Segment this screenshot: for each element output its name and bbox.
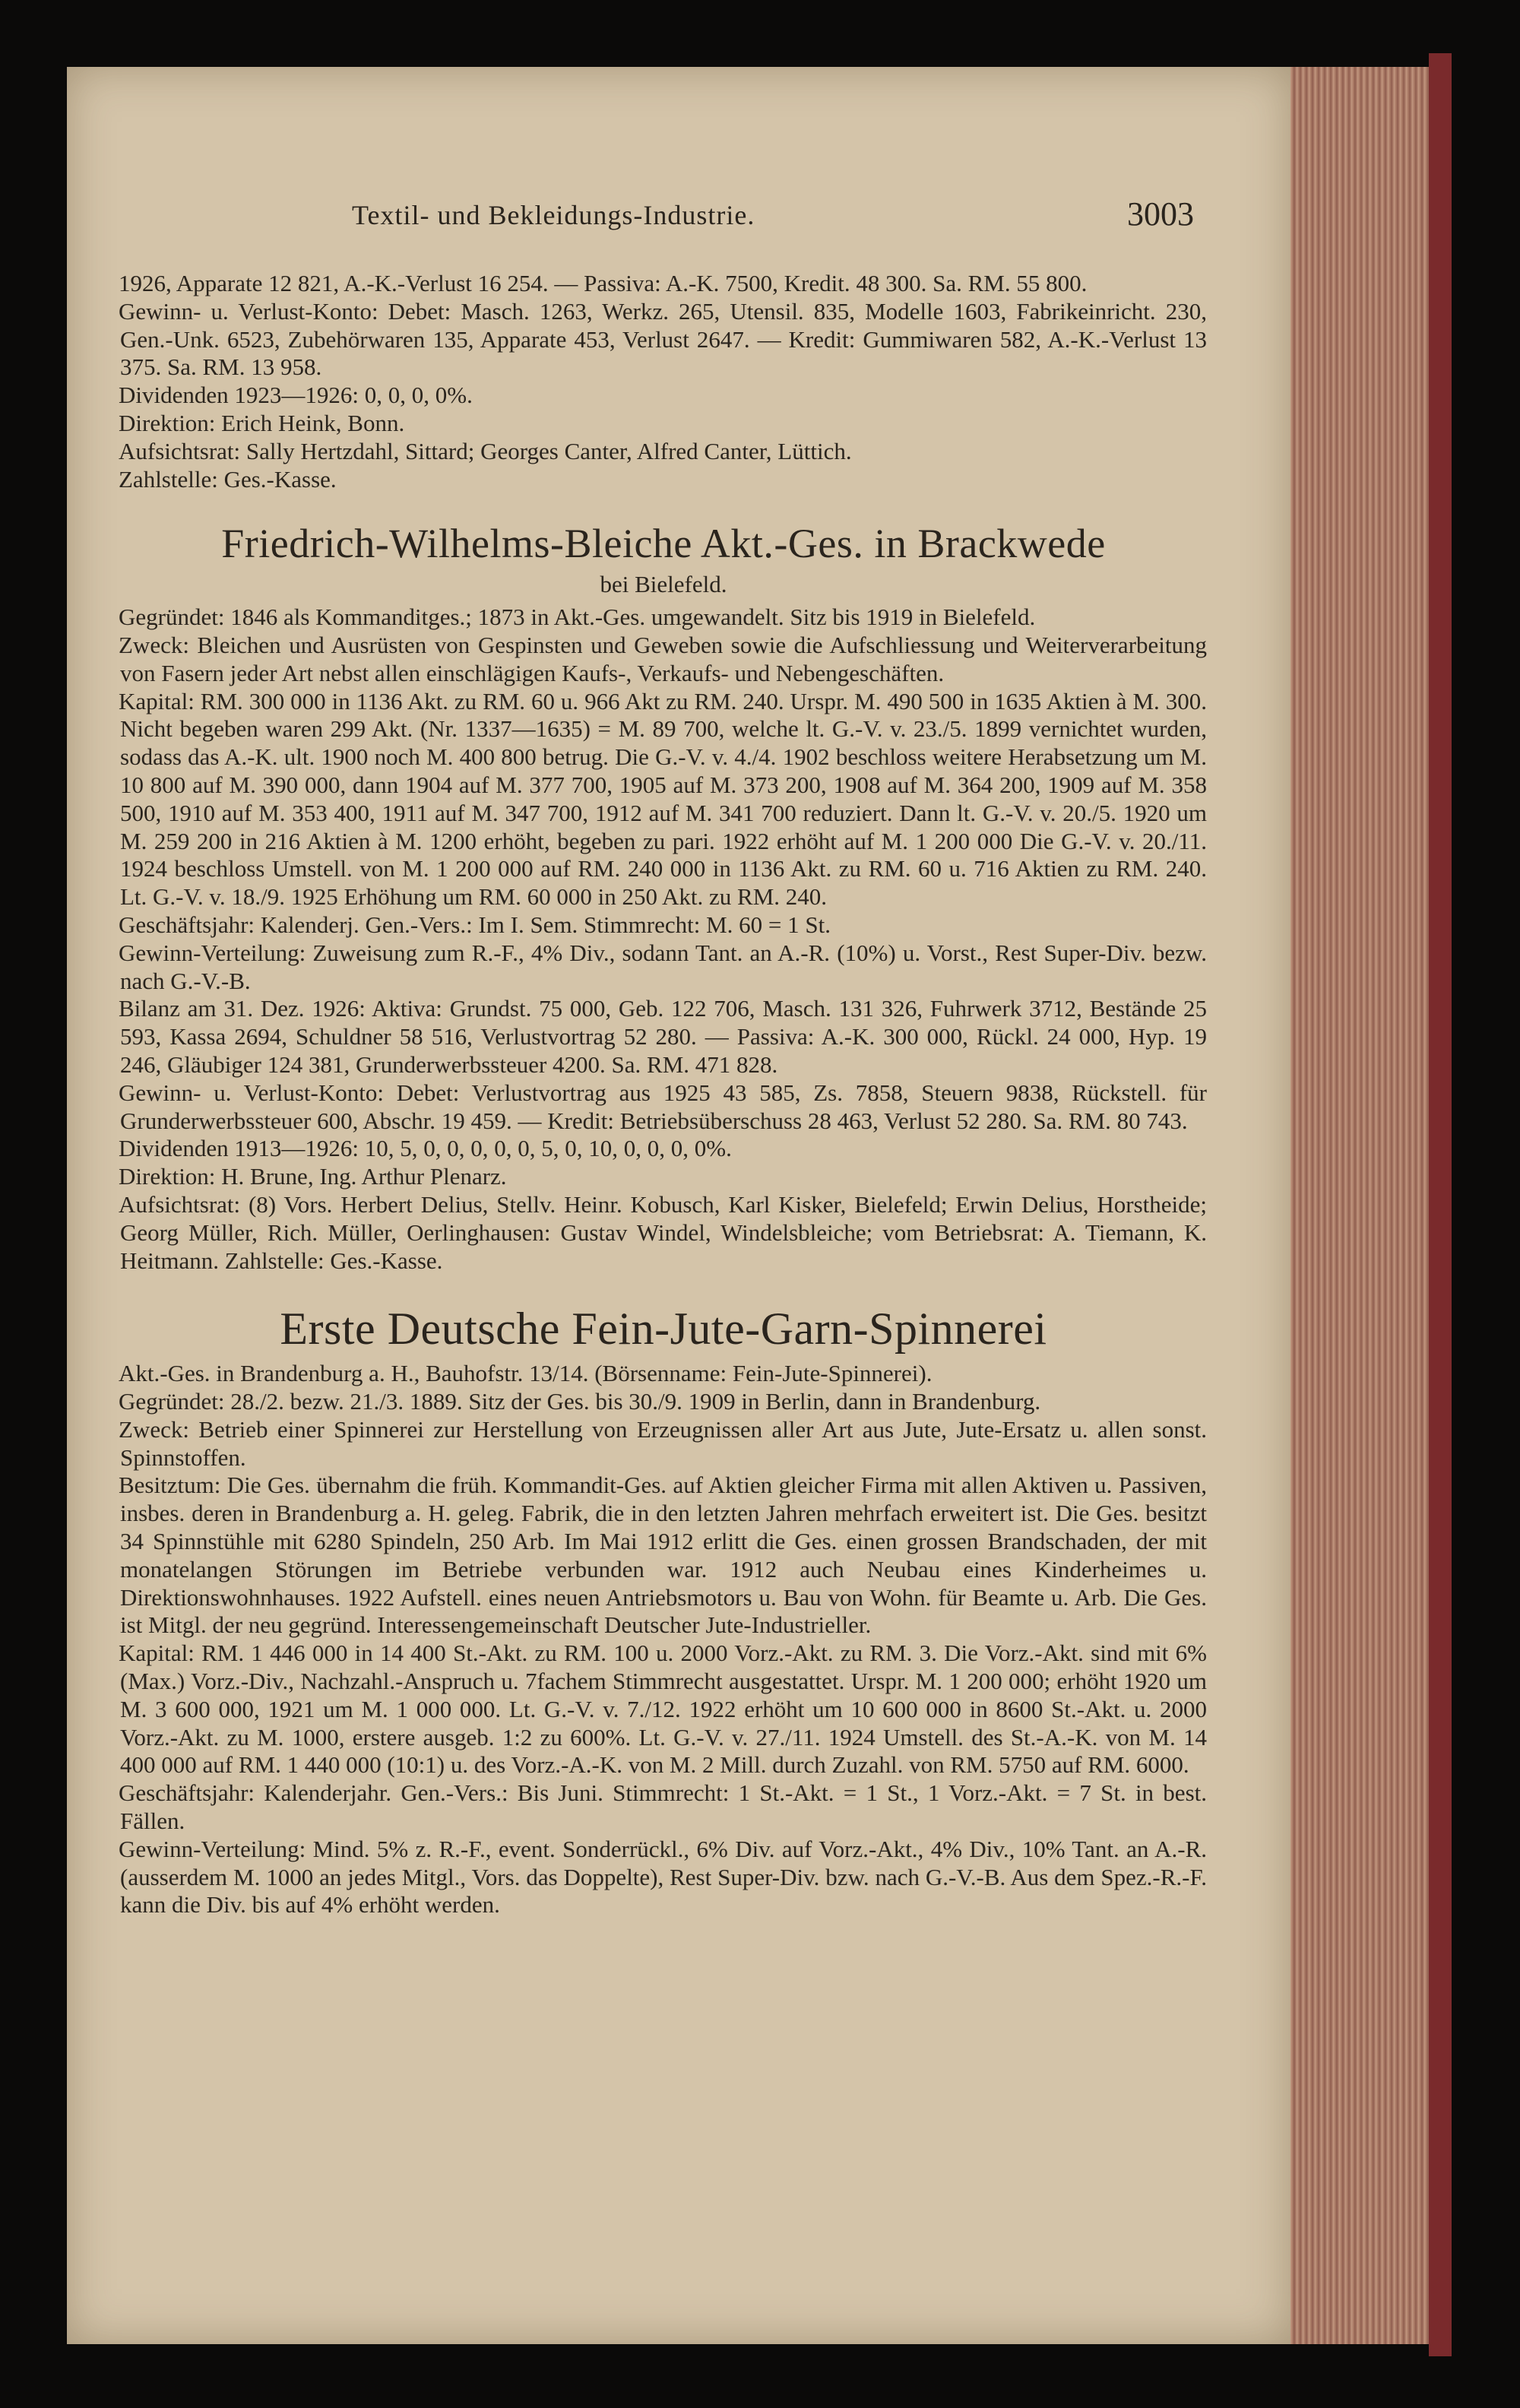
paragraph: Gewinn-Verteilung: Mind. 5% z. R.-F., event. Sonderrückl., 6% Div. auf Vorz.-Akt., 4% Div., 10% Tant. an A.-R. (ausserdem M. 1000 an jedes Mitgl., Vors. das Doppelte), Rest Super-Div. bzw. nach G.-V.-B. Aus dem Spez.-R.-F. kann die Div. bis auf 4% erhöht werden. bbox=[119, 1835, 1207, 1918]
paragraph: Gegründet: 28./2. bezw. 21./3. 1889. Sitz der Ges. bis 30./9. 1909 in Berlin, dann in Brandenburg. bbox=[119, 1388, 1041, 1415]
paragraph: Gewinn- u. Verlust-Konto: Debet: Masch. 1263, Werkz. 265, Utensil. 835, Modelle 1603, Fabrikeinricht. 230, Gen.-Unk. 6523, Zubehörwaren 135, Apparate 453, Verlust 2647. — Kredit: Gummiwaren 582, A.-K.-Verlust 13 375. Sa. RM. 13 958. bbox=[119, 297, 1207, 381]
section-previous-company bbox=[120, 270, 1207, 493]
section-company-jute bbox=[120, 1302, 1207, 1919]
paragraph: Akt.-Ges. in Brandenburg a. H., Bauhofstr. 13/14. (Börsenname: Fein-Jute-Spinnerei). bbox=[119, 1360, 933, 1387]
paragraph: Dividenden 1923—1926: 0, 0, 0, 0%. bbox=[119, 382, 473, 409]
paragraph: Aufsichtsrat: (8) Vors. Herbert Delius, Stellv. Heinr. Kobusch, Karl Kisker, Bielefeld; Erwin Delius, Horstheide; Georg Müller, Rich. Müller, Oerlinghausen: Gustav Windel, Windelsbleiche; vom Betriebsrat: A. Tiemann, K. Heitmann. Zahlstelle: Ges.-Kasse. bbox=[119, 1190, 1207, 1274]
paragraph: Geschäftsjahr: Kalenderjahr. Gen.-Vers.: Bis Juni. Stimmrecht: 1 St.-Akt. = 1 St., 1 Vorz.-Akt. = 7 St. in best. Fällen. bbox=[119, 1779, 1207, 1835]
paragraph: 1926, Apparate 12 821, A.-K.-Verlust 16 254. — Passiva: A.-K. 7500, Kredit. 48 300. Sa. RM. 55 800. bbox=[119, 270, 1088, 296]
paragraph: Besitztum: Die Ges. übernahm die früh. Kommandit-Ges. auf Aktien gleicher Firma mit allen Aktiven u. Passiven, insbes. deren in Brandenburg a. H. geleg. Fabrik, die in den letzten Jahren mehrfach erweitert ist. Die Ges. besitzt 34 Spinnstühle mit 6280 Spindeln, 250 Arb. Im Mai 1912 erlitt die Ges. einen grossen Brandschaden, der mit monatelangen Störungen im Betriebe verbunden war. 1912 auch Neubau eines Kinderheimes u. Direktionswohnhauses. 1922 Aufstell. eines neuen Antriebsmotors u. Bau von Wohn. für Beamte u. Arb. Die Ges. ist Mitgl. der neu gegründ. Interessengemeinschaft Deutscher Jute-Industrieller. bbox=[119, 1472, 1207, 1639]
paragraph: Direktion: Erich Heink, Bonn. bbox=[119, 409, 405, 436]
paragraph: Bilanz am 31. Dez. 1926: Aktiva: Grundst. 75 000, Geb. 122 706, Masch. 131 326, Fuhrwerk 3712, Bestände 25 593, Kassa 2694, Schuldner 58 516, Verlustvortrag 52 280. — Passiva: A.-K. 300 000, Rückl. 24 000, Hyp. 19 246, Gläubiger 124 381, Grunderwerbssteuer 4200. Sa. RM. 471 828. bbox=[119, 995, 1207, 1078]
book-cover-edge bbox=[1429, 53, 1452, 2356]
paragraph: Kapital: RM. 300 000 in 1136 Akt. zu RM. 60 u. 966 Akt zu RM. 240. Urspr. M. 490 500 in 1635 Aktien à M. 300. Nicht begeben waren 299 Akt. (Nr. 1337—1635) = M. 89 700, welche lt. G.-V. v. 23./5. 1899 vernichtet wurden, sodass das A.-K. ult. 1900 noch M. 400 800 betrug. Die G.-V. v. 4./4. 1902 beschloss weitere Herabsetzung um M. 10 800 auf M. 390 000, dann 1904 auf M. 377 700, 1905 auf M. 373 200, 1908 auf M. 364 200, 1909 auf M. 358 500, 1910 auf M. 353 400, 1911 auf M. 347 700, 1912 auf M. 341 700 reduziert. Dann lt. G.-V. v. 20./5. 1920 um M. 259 200 in 216 Aktien à M. 1200 erhöht, begeben zu pari. 1922 erhöht auf M. 1 200 000 Die G.-V. v. 20./11. 1924 beschloss Umstell. von M. 1 200 000 auf RM. 240 000 in 1136 Akt. zu RM. 60 u. 716 Aktien zu RM. 240. Lt. G.-V. v. 18./9. 1925 Erhöhung um RM. 60 000 in 250 Akt. zu RM. 240. bbox=[119, 687, 1207, 911]
paragraph: Aufsichtsrat: Sally Hertzdahl, Sittard; Georges Canter, Alfred Canter, Lüttich. bbox=[119, 437, 852, 464]
page-content bbox=[120, 270, 1207, 1919]
paragraph: Dividenden 1913—1926: 10, 5, 0, 0, 0, 0, 0, 5, 0, 10, 0, 0, 0, 0%. bbox=[119, 1135, 732, 1162]
company-location: bei Bielefeld. bbox=[600, 571, 727, 598]
paragraph: Zweck: Bleichen und Ausrüsten von Gespinsten und Geweben sowie die Aufschliessung und Weiterverarbeitung von Fasern jeder Art nebst allen einschlägigen Kaufs-, Verkaufs- und Nebengeschäften. bbox=[119, 631, 1207, 686]
paragraph: Gewinn-Verteilung: Zuweisung zum R.-F., 4% Div., sodann Tant. an A.-R. (10%) u. Vorst., Rest Super-Div. bezw. nach G.-V.-B. bbox=[119, 939, 1207, 994]
running-head-title: Textil- und Bekleidungs-Industrie. bbox=[352, 200, 755, 230]
paragraph: Zweck: Betrieb einer Spinnerei zur Herstellung von Erzeugnissen aller Art aus Jute, Jute-Ersatz u. allen sonst. Spinnstoffen. bbox=[119, 1415, 1207, 1471]
paragraph: Zahlstelle: Ges.-Kasse. bbox=[119, 465, 337, 493]
paragraph: Gewinn- u. Verlust-Konto: Debet: Verlustvortrag aus 1925 43 585, Zs. 7858, Steuern 9838, Rückstell. für Grunderwerbssteuer 600, Abschr. 19 459. — Kredit: Betriebsüberschuss 28 463, Verlust 52 280. Sa. RM. 80 743. bbox=[119, 1079, 1207, 1134]
page-number: 3003 bbox=[1127, 195, 1194, 233]
paragraph: Geschäftsjahr: Kalenderj. Gen.-Vers.: Im I. Sem. Stimmrecht: M. 60 = 1 St. bbox=[119, 911, 831, 938]
paragraph: Kapital: RM. 1 446 000 in 14 400 St.-Akt. zu RM. 100 u. 2000 Vorz.-Akt. zu RM. 3. Die Vorz.-Akt. sind mit 6% (Max.) Vorz.-Div., Nachzahl.-Anspruch u. 7fachem Stimmrecht ausgestattet. Urspr. M. 1 200 000; erhöht 1920 um M. 3 600 000, 1921 um M. 1 000 000. Lt. G.-V. v. 7./12. 1922 erhöht um 10 600 000 in 8600 St.-Akt. u. 2000 Vorz.-Akt. zu M. 1000, erstere ausgeb. 1:2 zu 600%. Lt. G.-V. v. 27./11. 1924 Umstell. des St.-A.-K. von M. 14 400 000 auf RM. 1 440 000 (10:1) u. des Vorz.-A.-K. von M. 2 Mill. durch Zuzahl. von RM. 5750 auf RM. 6000. bbox=[119, 1640, 1207, 1779]
page-edges bbox=[1290, 67, 1452, 2344]
section-company-bleiche bbox=[120, 519, 1207, 1275]
company-heading: Erste Deutsche Fein-Jute-Garn-Spinnerei bbox=[280, 1304, 1047, 1354]
paragraph: Gegründet: 1846 als Kommanditges.; 1873 in Akt.-Ges. umgewandelt. Sitz bis 1919 in Bielefeld. bbox=[119, 604, 1036, 631]
paragraph: Direktion: H. Brune, Ing. Arthur Plenarz. bbox=[119, 1163, 507, 1190]
company-heading: Friedrich-Wilhelms-Bleiche Akt.-Ges. in Brackwede bbox=[221, 521, 1106, 567]
